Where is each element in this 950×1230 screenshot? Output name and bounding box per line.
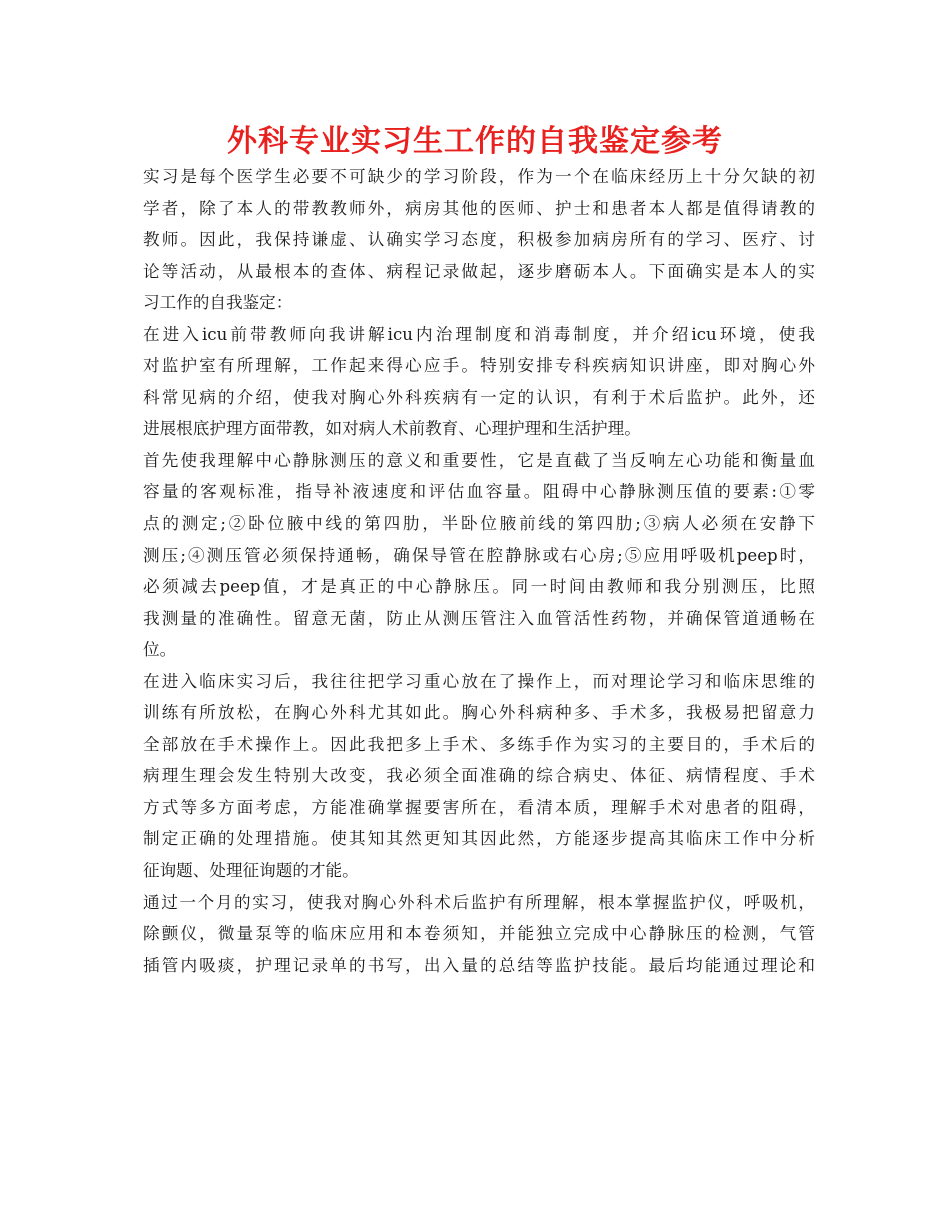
text-line: 方式等多方面考虑，方能准确掌握要害所在，看清本质，理解手术对患者的阻碍， (143, 797, 815, 817)
text-line: 教师。因此，我保持谦虚、认确实学习态度，积极参加病房所有的学习、医疗、讨 (143, 230, 815, 250)
text-line: 首先使我理解中心静脉测压的意义和重要性，它是直截了当反响左心功能和衡量血 (143, 450, 815, 470)
text-line: 习工作的自我鉴定： (143, 293, 293, 313)
text-line: 科常见病的介绍，使我对胸心外科疾病有一定的认识，有利于术后监护。此外，还 (143, 387, 815, 407)
text-line: 通过一个月的实习，使我对胸心外科术后监护有所理解，根本掌握监护仪，呼吸机， (143, 892, 815, 912)
text-line: 点的测定;②卧位腋中线的第四肋，半卧位腋前线的第四肋;③病人必须在安静下 (143, 514, 815, 534)
text-line: 除颤仪，微量泵等的临床应用和本卷须知，并能独立完成中心静脉压的检测，气管 (143, 924, 815, 944)
text-line: 制定正确的处理措施。使其知其然更知其因此然，方能逐步提高其临床工作中分析 (143, 829, 815, 849)
text-line: 容量的客观标准，指导补液速度和评估血容量。阻碍中心静脉测压值的要素:①零 (143, 482, 815, 502)
text-line: 全部放在手术操作上。因此我把多上手术、多练手作为实习的主要目的，手术后的 (143, 734, 815, 754)
text-line: 测压;④测压管必须保持通畅，确保导管在腔静脉或右心房;⑤应用呼吸机peep时， (143, 545, 815, 565)
text-line: 插管内吸痰，护理记录单的书写，出入量的总结等监护技能。最后均能通过理论和 (143, 955, 815, 975)
text-line: 位。 (143, 640, 177, 660)
text-line: 对监护室有所理解，工作起来得心应手。特别安排专科疾病知识讲座，即对胸心外 (143, 356, 815, 376)
text-line: 征询题、处理征询题的才能。 (143, 861, 359, 881)
text-line: 病理生理会发生特别大改变，我必须全面准确的综合病史、体征、病情程度、手术 (143, 766, 815, 786)
document-title: 外科专业实习生工作的自我鉴定参考 (227, 124, 723, 159)
text-line: 进展根底护理方面带教，如对病人术前教育、心理护理和生活护理。 (143, 419, 641, 439)
text-line: 训练有所放松，在胸心外科尤其如此。胸心外科病种多、手术多，我极易把留意力 (143, 703, 815, 723)
text-line: 在进入icu前带教师向我讲解icu内治理制度和消毒制度，并介绍icu环境，使我 (143, 324, 815, 344)
text-line: 学者，除了本人的带教教师外，病房其他的医师、护士和患者本人都是值得请教的 (143, 198, 815, 218)
text-line: 论等活动，从最根本的查体、病程记录做起，逐步磨砺本人。下面确实是本人的实 (143, 261, 815, 281)
text-line: 实习是每个医学生必要不可缺少的学习阶段，作为一个在临床经历上十分欠缺的初 (143, 167, 815, 186)
text-line: 必须减去peep值，才是真正的中心静脉压。同一时间由教师和我分别测压，比照 (143, 577, 815, 597)
text-line: 我测量的准确性。留意无菌，防止从测压管注入血管活性药物，并确保管道通畅在 (143, 608, 815, 628)
text-line: 在进入临床实习后，我往往把学习重心放在了操作上，而对理论学习和临床思维的 (143, 671, 815, 691)
document-body (143, 161, 815, 981)
